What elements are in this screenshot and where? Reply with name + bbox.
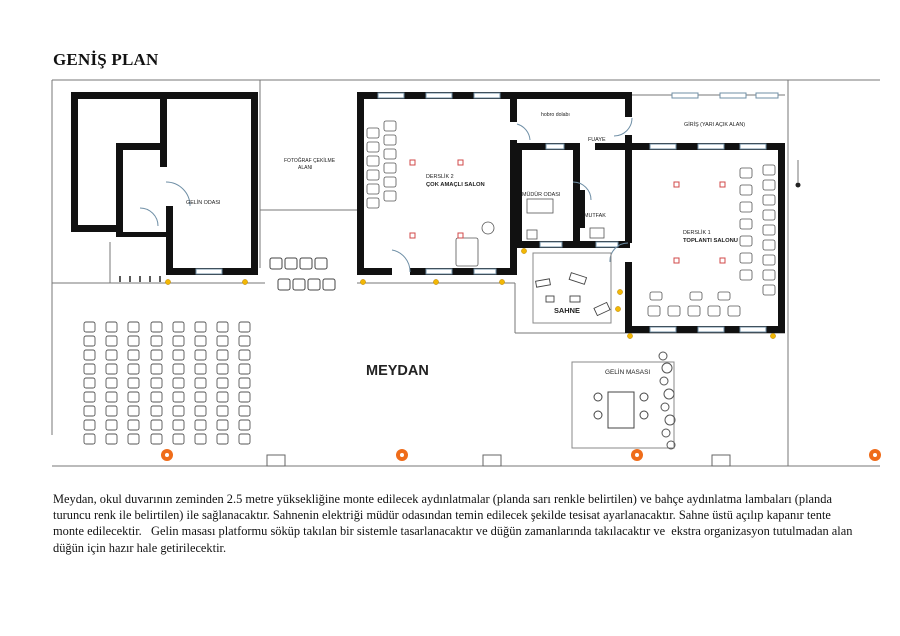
gelin-masasi-plants — [659, 352, 675, 449]
meydan-seating — [84, 322, 250, 444]
boundary-posts — [267, 455, 730, 466]
seat-col-5 — [173, 322, 184, 444]
gelin-masasi-table — [594, 392, 648, 428]
seat-col-6 — [195, 322, 206, 444]
seat-col-7 — [217, 322, 228, 444]
label-mudur-odasi: MÜDÜR ODASI — [522, 192, 561, 198]
seat-col-2 — [106, 322, 117, 444]
label-meydan: MEYDAN — [366, 363, 429, 379]
label-hobi-dolabi: hobro dolabı — [541, 112, 570, 118]
giris-post — [796, 183, 801, 188]
mudur-furniture — [527, 199, 604, 239]
label-fotograf-2: ALANI — [298, 165, 313, 171]
label-fotograf-1: FOTOĞRAF ÇEKİLME — [284, 158, 336, 164]
label-giris: GİRİŞ (YARI AÇIK ALAN) — [684, 122, 746, 128]
derslik2-door — [392, 250, 410, 272]
fuaye-door — [614, 118, 632, 136]
label-mutfak: MUTFAK — [584, 213, 606, 219]
label-derslik1-1: DERSLİK 1 — [683, 230, 711, 236]
photo-area-chairs — [270, 258, 335, 290]
seat-col-1 — [84, 322, 95, 444]
label-sahne: SAHNE — [554, 306, 580, 315]
derslik2-markers — [410, 160, 463, 238]
plan-description: Meydan, okul duvarının zeminden 2.5 metre yüksekliğine monte edilecek aydınlatmalar (planda sarı renkle belirtilen) ve bahçe aydınlatma lambaları (planda turuncu renk ile belirtilen) ile sağlanacaktır. Sahnenin elektriği müdür odasından temin edilecek şekilde tesisat ayarlanacaktır. Sahne üstü açılıp kapanır tente monte edilecektir. Gelin masası platformu söküp takılan bir sistemle tasarlanacaktır ve düğün zamanlarında takılacaktır ve ekstra organizasyon tutulmadan alan düğün için hazır hale getirilecektir. — [53, 492, 856, 555]
seat-col-8 — [239, 322, 250, 444]
derslik2-door-2 — [517, 124, 530, 140]
label-derslik2-2: ÇOK AMAÇLI SALON — [426, 182, 485, 188]
label-derslik1-2: TOPLANTI SALONU — [683, 238, 738, 244]
seat-col-3 — [128, 322, 139, 444]
core-walls — [515, 92, 632, 248]
derslik1-markers — [674, 182, 725, 263]
label-derslik2-1: DERSLİK 2 — [426, 174, 454, 180]
seat-col-4 — [151, 322, 162, 444]
page-title: GENİŞ PLAN — [53, 50, 159, 69]
label-fuaye: FUAYE — [588, 137, 606, 143]
gelin-odasi-door-2 — [140, 208, 158, 226]
derslik2-desks — [367, 121, 494, 266]
derslik1-windows — [650, 93, 778, 332]
label-gelin-odasi: GELİN ODASI — [186, 200, 221, 206]
gelin-odasi-window — [196, 269, 222, 274]
label-gelin-masasi: GELİN MASASI — [605, 369, 651, 376]
gelin-odasi-walls — [71, 92, 258, 275]
gelin-odasi-stair — [120, 276, 160, 282]
